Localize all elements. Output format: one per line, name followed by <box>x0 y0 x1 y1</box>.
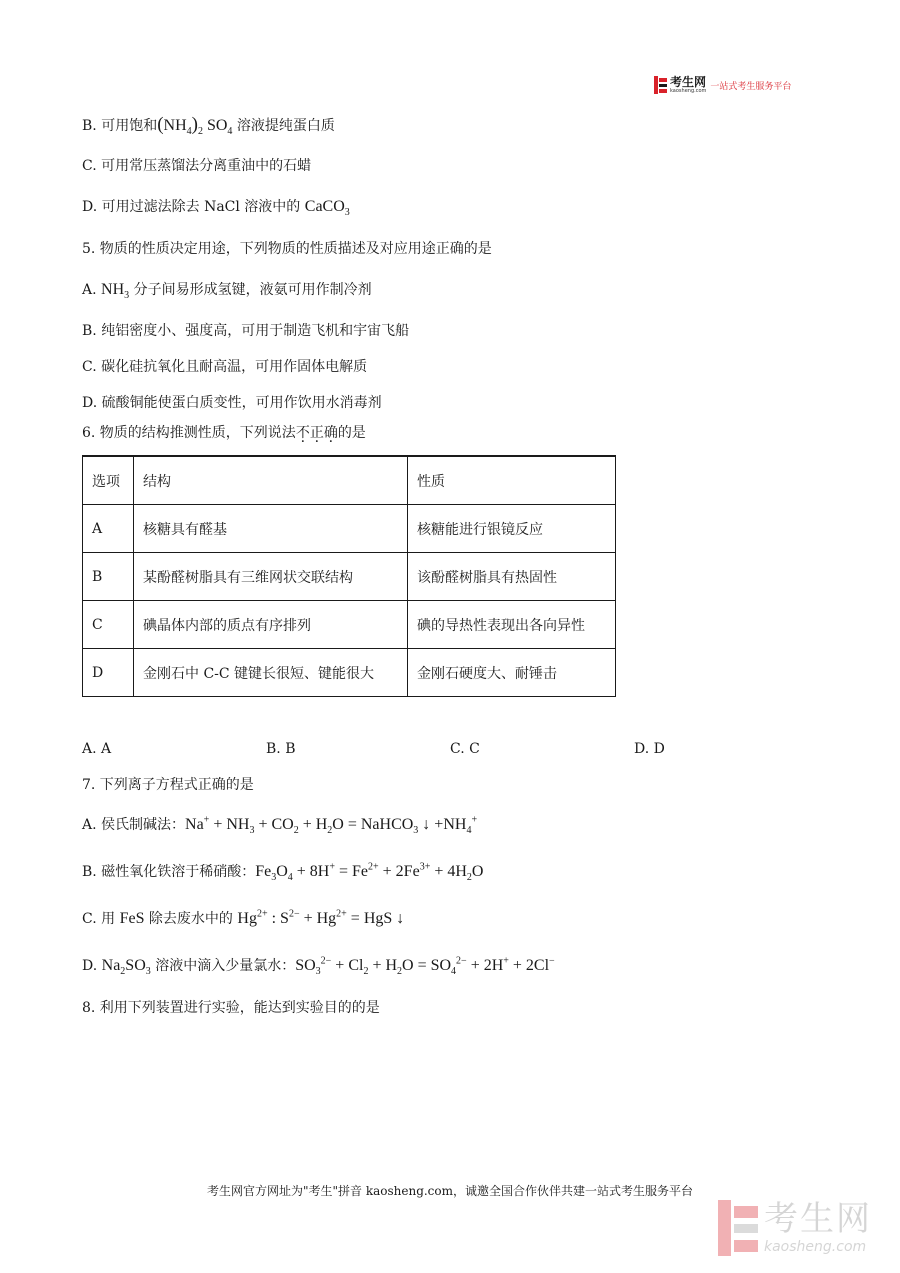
logo-domain: kaosheng.com <box>670 88 707 94</box>
table-cell: C <box>83 601 134 649</box>
watermark-logo <box>718 1200 872 1256</box>
table-row <box>83 601 616 649</box>
q6-choice-a: A. A <box>82 741 112 757</box>
q7-option-c: C. 用 FeS 除去废水中的 $Hg^{2+}$ : $S^{2-} + Hg^{2+}$ = HgS ↓ <box>82 908 405 927</box>
table-header-cell: 选项 <box>83 456 134 505</box>
table-cell: 金刚石硬度大、耐锤击 <box>408 649 616 697</box>
watermark-domain: kaosheng.com <box>764 1239 867 1255</box>
table-cell: 某酚醛树脂具有三维网状交联结构 <box>134 553 408 601</box>
site-logo <box>654 74 791 96</box>
table-cell: 金刚石中 C-C 键键长很短、键能很大 <box>134 649 408 697</box>
q7-option-b: B. 磁性氧化铁溶于稀硝酸：$Fe_3O_4 + 8H^+ = Fe^{2+} + 2Fe^{3+} + 4H_2O$ <box>82 861 484 884</box>
table-cell: 该酚醛树脂具有热固性 <box>408 553 616 601</box>
q4-option-b: B. 可用饱和$(NH_4)_2$ $SO_4$ 溶液提纯蛋白质 <box>82 114 335 138</box>
footer-text: 考生网官方网址为"考生"拼音 kaosheng.com，诚邀全国合作伙伴共建一站式考生服务平台 <box>206 1184 694 1198</box>
table-header-cell: 性质 <box>408 456 616 505</box>
q5-option-c: C. 碳化硅抗氧化且耐高温，可用作固体电解质 <box>82 359 368 375</box>
table-cell: 碘的导热性表现出各向异性 <box>408 601 616 649</box>
watermark-mark-icon <box>718 1200 758 1256</box>
q5-stem: 5. 物质的性质决定用途，下列物质的性质描述及对应用途正确的是 <box>82 241 492 257</box>
q6-table <box>82 455 616 697</box>
q4-option-d: D. 可用过滤法除去 NaCl 溶液中的 CaCO$_3$ <box>82 198 350 219</box>
watermark-name: 考生网 <box>764 1199 872 1239</box>
q6-choice-c: C. C <box>450 741 480 757</box>
table-cell: B <box>83 553 134 601</box>
q6-choice-d: D. D <box>634 741 665 757</box>
q6-stem: 6. 物质的结构推测性质，下列说法不正确的是 <box>82 425 366 441</box>
logo-name: 考生网 <box>670 75 707 89</box>
table-header-row <box>83 456 616 505</box>
table-cell: A <box>83 505 134 553</box>
table-row <box>83 649 616 697</box>
table-row <box>83 505 616 553</box>
table-cell: D <box>83 649 134 697</box>
q5-option-b: B. 纯铝密度小、强度高，可用于制造飞机和宇宙飞船 <box>82 323 410 339</box>
logo-mark-icon <box>654 76 667 94</box>
logo-slogan: 一站式考生服务平台 <box>710 81 792 92</box>
table-header-cell: 结构 <box>134 456 408 505</box>
q7-option-a: A. 侯氏制碱法：$Na^+ + NH_3 + CO_2 + H_2O$ = NaHCO$_3$ ↓ $+NH_4^+$ <box>82 814 478 837</box>
q7-stem: 7. 下列离子方程式正确的是 <box>82 777 254 793</box>
q7-option-d: D. $Na_2SO_3$ 溶液中滴入少量氯水：$SO_3^{2-} + Cl_2 + H_2O = SO_4^{2-} + 2H^+ + 2Cl^-$ <box>82 955 555 978</box>
q8-stem: 8. 利用下列装置进行实验，能达到实验目的的是 <box>82 1000 380 1016</box>
q5-option-a: A. $NH_3$ 分子间易形成氢键，液氨可用作制冷剂 <box>82 281 372 302</box>
q4-option-c: C. 可用常压蒸馏法分离重油中的石蜡 <box>82 158 312 174</box>
table-cell: 核糖具有醛基 <box>134 505 408 553</box>
q6-choice-b: B. B <box>266 741 296 757</box>
table-cell: 核糖能进行银镜反应 <box>408 505 616 553</box>
table-row <box>83 553 616 601</box>
q5-option-d: D. 硫酸铜能使蛋白质变性，可用作饮用水消毒剂 <box>82 395 382 411</box>
table-cell: 碘晶体内部的质点有序排列 <box>134 601 408 649</box>
